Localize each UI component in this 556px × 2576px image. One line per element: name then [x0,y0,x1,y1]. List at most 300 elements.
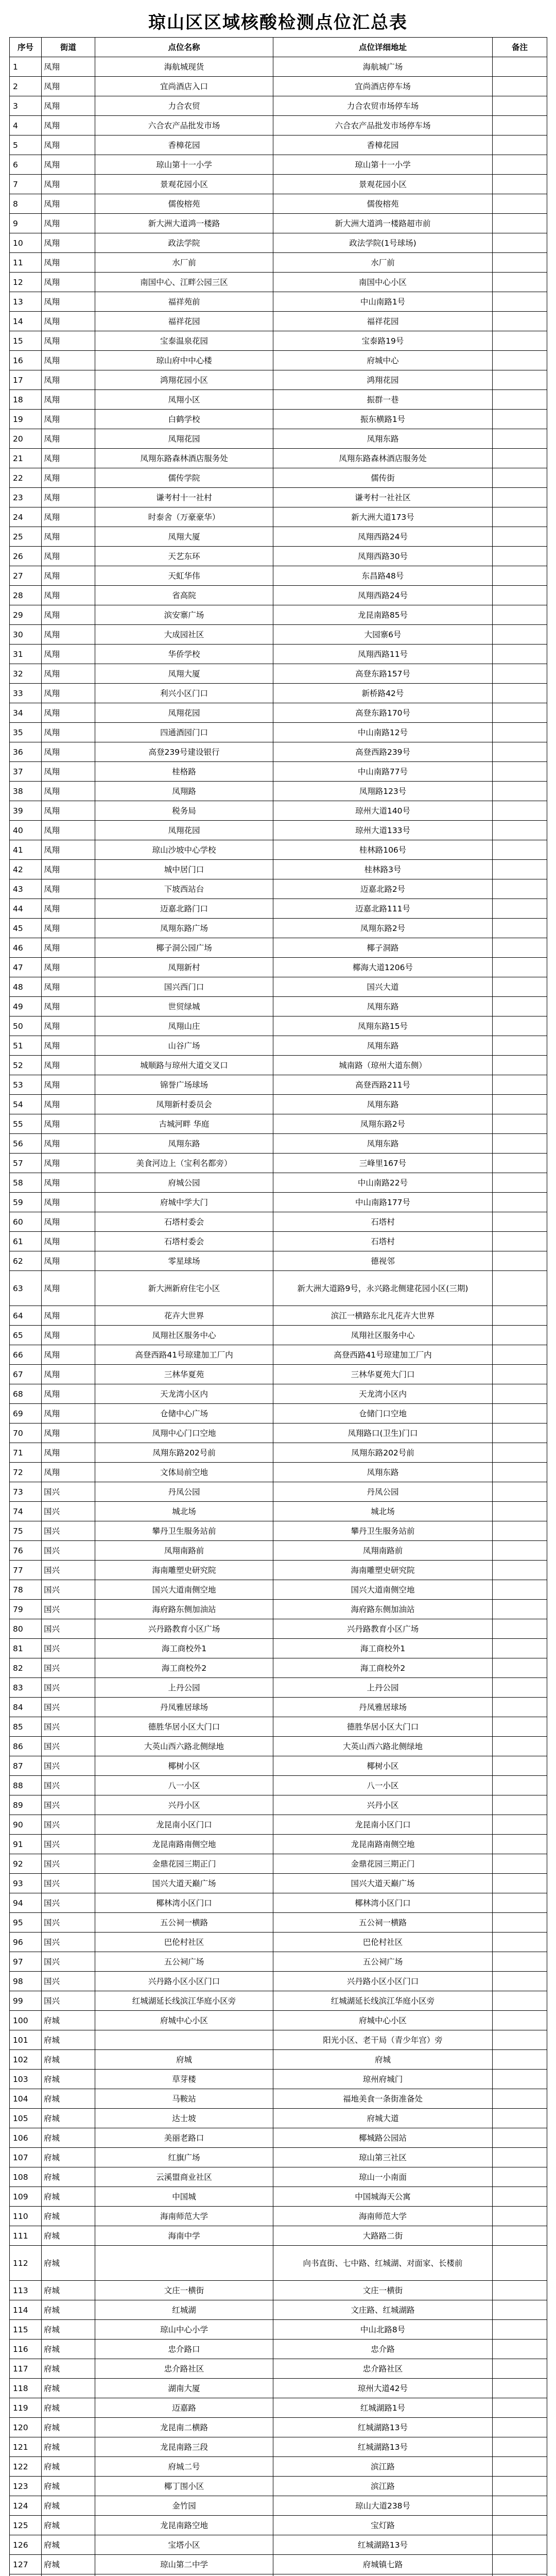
row-street: 凤翔 [42,547,95,566]
row-street: 凤翔 [42,762,95,782]
table-row [10,2535,547,2555]
row-site-address: 新大洲大道173号 [273,507,493,527]
row-remarks [493,135,547,155]
row-remarks [493,214,547,233]
table-row [10,1306,547,1326]
row-site-address: 大英山西六路北侧绿地 [273,1737,493,1756]
table-row [10,2030,547,2050]
table-row [10,253,547,273]
row-remarks [493,1835,547,1854]
row-index: 28 [10,586,42,605]
row-site-address: 五公祠一横路 [273,1913,493,1933]
row-site-address: 中山南路1号 [273,292,493,312]
row-site-name: 凤翔花园 [95,429,273,449]
table-row [10,273,547,292]
row-street: 凤翔 [42,782,95,801]
row-street: 凤翔 [42,1365,95,1384]
row-site-address: 迈嘉北路111号 [273,899,493,919]
row-index: 103 [10,2070,42,2089]
table-row [10,1639,547,1658]
row-street: 凤翔 [42,1114,95,1134]
table-row [10,2109,547,2128]
row-street: 凤翔 [42,899,95,919]
table-row [10,370,547,390]
table-row [10,1173,547,1193]
row-site-name: 儒俊榕苑 [95,194,273,214]
row-remarks [493,1600,547,1619]
row-street: 国兴 [42,1658,95,1678]
row-remarks [493,2207,547,2226]
row-site-address: 红城湖延长线滨江华庭小区旁 [273,1991,493,2011]
row-remarks [493,703,547,723]
row-street: 凤翔 [42,1404,95,1423]
row-street: 国兴 [42,1991,95,2011]
row-site-name: 兴丹路小区小区门口 [95,1972,273,1991]
row-site-address: 中山南路22号 [273,1173,493,1193]
table-row [10,77,547,96]
row-index: 21 [10,449,42,468]
row-remarks [493,1678,547,1698]
table-row [10,488,547,507]
row-index: 93 [10,1874,42,1893]
row-remarks [493,312,547,331]
row-street: 府城 [42,2535,95,2555]
row-remarks [493,2437,547,2457]
table-row [10,2148,547,2167]
row-remarks [493,1972,547,1991]
row-street: 凤翔 [42,919,95,938]
row-site-name: 府城二号 [95,2457,273,2477]
table-row [10,2089,547,2109]
row-index: 85 [10,1717,42,1737]
row-site-address: 三峰里167号 [273,1154,493,1173]
row-street: 凤翔 [42,958,95,977]
table-row [10,2011,547,2030]
row-street: 国兴 [42,1854,95,1874]
table-row [10,233,547,253]
row-street: 凤翔 [42,1232,95,1251]
row-remarks [493,1776,547,1795]
row-street: 国兴 [42,1639,95,1658]
row-street: 国兴 [42,1893,95,1913]
row-site-address: 椰林湾小区门口 [273,1893,493,1913]
row-index: 68 [10,1384,42,1404]
table-row [10,2050,547,2070]
row-remarks [493,1326,547,1345]
row-site-address: 琼山大道238号 [273,2496,493,2516]
row-street: 凤翔 [42,77,95,96]
row-street: 府城 [42,2030,95,2050]
row-remarks [493,782,547,801]
row-index: 65 [10,1326,42,1345]
row-street: 府城 [42,2555,95,2574]
row-street: 府城 [42,2340,95,2359]
row-site-address: 滨江一横路东北凡花卉大世界 [273,1306,493,1326]
row-street: 凤翔 [42,1443,95,1463]
row-street: 府城 [42,2516,95,2535]
table-row [10,2226,547,2246]
row-index: 72 [10,1463,42,1482]
row-site-address: 府城 [273,2050,493,2070]
row-remarks [493,1737,547,1756]
row-index: 44 [10,899,42,919]
row-index: 12 [10,273,42,292]
row-street: 凤翔 [42,821,95,840]
row-site-address: 迈嘉北路2号 [273,879,493,899]
row-remarks [493,1893,547,1913]
row-index: 109 [10,2187,42,2207]
header-site-name: 点位名称 [95,38,273,57]
table-row [10,2128,547,2148]
row-index: 11 [10,253,42,273]
row-site-address: 攀丹卫生服务站前 [273,1521,493,1541]
row-site-address: 桂林路106号 [273,840,493,860]
row-site-address: 国兴大道 [273,977,493,997]
row-remarks [493,1658,547,1678]
row-site-address: 福祥花园 [273,312,493,331]
row-site-address: 五公祠广场 [273,1952,493,1972]
row-site-name: 高登西路41号琼建加工厂内 [95,1345,273,1365]
row-site-address: 宝泰路19号 [273,331,493,351]
row-site-name: 海航城现货 [95,57,273,77]
row-street: 府城 [42,2359,95,2379]
table-row [10,1463,547,1482]
table-row [10,390,547,410]
table-row [10,1678,547,1698]
row-index: 48 [10,977,42,997]
row-site-name: 古城河畔 华庭 [95,1114,273,1134]
row-index: 122 [10,2457,42,2477]
header-street: 街道 [42,38,95,57]
row-site-address: 鸿翔花园 [273,370,493,390]
row-remarks [493,1095,547,1114]
row-site-address: 上丹公园 [273,1678,493,1698]
row-street: 凤翔 [42,273,95,292]
table-row [10,429,547,449]
row-site-address: 中山南路177号 [273,1193,493,1212]
row-remarks [493,1056,547,1075]
table-row [10,1384,547,1404]
row-remarks [493,1036,547,1056]
row-site-name: 政法学院 [95,233,273,253]
row-site-address: 石塔村 [273,1232,493,1251]
row-street: 国兴 [42,1717,95,1737]
row-street: 国兴 [42,1600,95,1619]
row-street: 凤翔 [42,155,95,175]
table-row [10,566,547,586]
row-site-address: 忠介路社区 [273,2359,493,2379]
row-site-address: 阳光小区、老干局（青少年宫）旁 [273,2030,493,2050]
row-index: 108 [10,2167,42,2187]
row-street: 凤翔 [42,1423,95,1443]
table-row [10,1345,547,1365]
row-remarks [493,1251,547,1271]
row-remarks [493,2109,547,2128]
table-row [10,1874,547,1893]
row-remarks [493,2535,547,2555]
row-site-name: 美丽老路口 [95,2128,273,2148]
row-street: 国兴 [42,1580,95,1600]
row-index: 59 [10,1193,42,1212]
row-remarks [493,625,547,645]
table-row [10,1619,547,1639]
row-site-address: 琼山第十一小学 [273,155,493,175]
table-row [10,1521,547,1541]
row-index: 32 [10,664,42,684]
row-street: 国兴 [42,1482,95,1502]
row-index: 76 [10,1541,42,1561]
row-site-address: 琼山一小南面 [273,2167,493,2187]
row-remarks [493,2030,547,2050]
row-site-name: 时泰舍（万豪豪华） [95,507,273,527]
row-remarks [493,194,547,214]
row-street: 国兴 [42,1521,95,1541]
row-street: 凤翔 [42,703,95,723]
table-row [10,1232,547,1251]
row-site-address: 凤翔西路11号 [273,645,493,664]
row-remarks [493,899,547,919]
table-row [10,1835,547,1854]
row-site-name: 红城湖 [95,2300,273,2320]
row-site-name: 宝泰温泉花园 [95,331,273,351]
row-remarks [493,292,547,312]
row-site-address: 凤翔东路15号 [273,1016,493,1036]
row-site-address: 红城湖路13号 [273,2437,493,2457]
table-row [10,2340,547,2359]
row-street: 凤翔 [42,879,95,899]
row-site-address: 椰子洞路 [273,938,493,958]
row-remarks [493,1991,547,2011]
row-index: 102 [10,2050,42,2070]
table-row [10,1056,547,1075]
row-remarks [493,1795,547,1815]
row-index: 86 [10,1737,42,1756]
table-row [10,860,547,879]
row-index: 47 [10,958,42,977]
table-row [10,2398,547,2418]
row-site-address: 八一小区 [273,1776,493,1795]
row-site-address: 高登西路211号 [273,1075,493,1095]
row-site-address: 天龙湾小区内 [273,1384,493,1404]
row-site-address: 新大洲大道鸿一楼路超市前 [273,214,493,233]
row-street: 府城 [42,2109,95,2128]
row-street: 凤翔 [42,1384,95,1404]
row-site-name: 忠介路社区 [95,2359,273,2379]
row-street: 府城 [42,2281,95,2300]
row-street: 国兴 [42,1561,95,1580]
row-index: 42 [10,860,42,879]
table-row [10,1212,547,1232]
table-row [10,57,547,77]
row-site-address: 文庄路、红城湖路 [273,2300,493,2320]
row-site-name: 凤翔新村 [95,958,273,977]
row-site-address: 振群一巷 [273,390,493,410]
row-site-name: 忠介路口 [95,2340,273,2359]
table-row [10,410,547,429]
row-remarks [493,1854,547,1874]
row-index: 101 [10,2030,42,2050]
row-index: 54 [10,1095,42,1114]
table-row [10,2187,547,2207]
row-site-address: 高登东路157号 [273,664,493,684]
page-title: 琼山区区域核酸检测点位汇总表 [148,12,408,33]
row-remarks [493,233,547,253]
row-index: 111 [10,2226,42,2246]
row-street: 凤翔 [42,1345,95,1365]
row-site-address: 中山南路12号 [273,723,493,742]
row-street: 国兴 [42,1541,95,1561]
row-site-address: 椰海大道1206号 [273,958,493,977]
row-site-name: 华侨学校 [95,645,273,664]
row-site-address: 国兴大道天巅广场 [273,1874,493,1893]
row-site-name: 城顺路与琼州大道交叉口 [95,1056,273,1075]
row-index: 16 [10,351,42,370]
row-index: 15 [10,331,42,351]
table-row [10,1561,547,1580]
row-street: 凤翔 [42,410,95,429]
row-street: 国兴 [42,1874,95,1893]
row-remarks [493,2050,547,2070]
row-remarks [493,860,547,879]
row-site-name: 龙昆南小区门口 [95,1815,273,1835]
row-remarks [493,57,547,77]
row-remarks [493,821,547,840]
row-street: 凤翔 [42,135,95,155]
row-street: 国兴 [42,1776,95,1795]
row-street: 府城 [42,2207,95,2226]
row-site-name: 凤翔中心门口空地 [95,1423,273,1443]
row-remarks [493,919,547,938]
row-remarks [493,1384,547,1404]
row-site-name: 海府路东侧加油站 [95,1600,273,1619]
row-street: 凤翔 [42,507,95,527]
row-site-name: 龙昆南路南侧空地 [95,1835,273,1854]
row-site-address: 丹凤公园 [273,1482,493,1502]
row-index [10,2574,42,2576]
row-street: 府城 [42,2418,95,2437]
row-remarks [493,2226,547,2246]
table-row [10,723,547,742]
row-site-address: 兴丹路小区小区门口 [273,1972,493,1991]
row-street: 凤翔 [42,625,95,645]
row-site-address: 凤翔南路前 [273,1541,493,1561]
row-site-address: 龙昆南路85号 [273,605,493,625]
row-remarks [493,2574,547,2576]
row-site-name: 锦誉广场球场 [95,1075,273,1095]
row-remarks [493,684,547,703]
table-row [10,1580,547,1600]
row-site-address: 丹凤雅居球场 [273,1698,493,1717]
row-site-name: 金鼎花园三期正门 [95,1854,273,1874]
table-row [10,2167,547,2187]
row-index: 23 [10,488,42,507]
table-row [10,135,547,155]
row-remarks [493,2359,547,2379]
row-street: 凤翔 [42,723,95,742]
row-site-name: 府城 [95,2050,273,2070]
row-site-name: 琼山第二中学 [95,2555,273,2574]
table-row [10,645,547,664]
row-site-name: 龙昆南路空地 [95,2516,273,2535]
row-site-name: 椰子洞公园广场 [95,938,273,958]
row-site-address: 国兴大道南侧空地 [273,1580,493,1600]
row-index: 78 [10,1580,42,1600]
row-site-address: 府城中心 [273,351,493,370]
row-street: 凤翔 [42,1095,95,1114]
row-site-name: 零星球场 [95,1251,273,1271]
row-site-address: 琼州大道140号 [273,801,493,821]
table-row [10,664,547,684]
row-remarks [493,370,547,390]
row-remarks [493,351,547,370]
table-row [10,1795,547,1815]
row-site-address: 海工商校外1 [273,1639,493,1658]
row-remarks [493,605,547,625]
row-site-name: 鸿翔花园小区 [95,370,273,390]
row-index: 125 [10,2516,42,2535]
row-site-name: 凤翔东路广场 [95,919,273,938]
row-site-address: 滨江路 [273,2457,493,2477]
table-row [10,1251,547,1271]
row-remarks [493,2246,547,2281]
row-remarks [493,1815,547,1835]
row-street: 凤翔 [42,312,95,331]
row-remarks [493,586,547,605]
row-index: 4 [10,116,42,135]
row-site-name: 椰树小区 [95,1756,273,1776]
row-site-name: 天虹华伟 [95,566,273,586]
table-row [10,449,547,468]
row-site-name: 宜尚酒店入口 [95,77,273,96]
row-street: 凤翔 [42,1173,95,1193]
table-row [10,507,547,527]
row-site-address: 德胜华居小区大门口 [273,1717,493,1737]
row-street: 府城 [42,2437,95,2457]
row-index: 50 [10,1016,42,1036]
row-street: 府城 [42,2050,95,2070]
row-site-name: 新大洲大道鸿一楼路 [95,214,273,233]
table-row [10,1541,547,1561]
row-index: 116 [10,2340,42,2359]
row-remarks [493,1482,547,1502]
row-street: 国兴 [42,1795,95,1815]
row-street: 凤翔 [42,468,95,488]
row-site-address: 凤翔西路24号 [273,586,493,605]
row-index: 81 [10,1639,42,1658]
row-site-name: 海工商校外1 [95,1639,273,1658]
row-index: 71 [10,1443,42,1463]
row-index: 18 [10,390,42,410]
row-index: 14 [10,312,42,331]
row-site-address: 海南雕塑史研究院 [273,1561,493,1580]
row-site-name: 国兴大道天巅广场 [95,1874,273,1893]
row-site-address: 力合农贸市场停车场 [273,96,493,116]
row-site-address: 椰城路公园站 [273,2128,493,2148]
row-site-name: 德胜华居小区大门口 [95,1717,273,1737]
table-row [10,1854,547,1874]
row-remarks [493,1443,547,1463]
row-street: 凤翔 [42,664,95,684]
testing-sites-table [9,37,547,2576]
row-street: 凤翔 [42,840,95,860]
row-remarks [493,2477,547,2496]
row-site-address: 凤翔东路 [273,997,493,1016]
row-street: 凤翔 [42,1306,95,1326]
table-row [10,919,547,938]
row-street: 凤翔 [42,645,95,664]
row-remarks [493,253,547,273]
row-street: 府城 [42,2246,95,2281]
